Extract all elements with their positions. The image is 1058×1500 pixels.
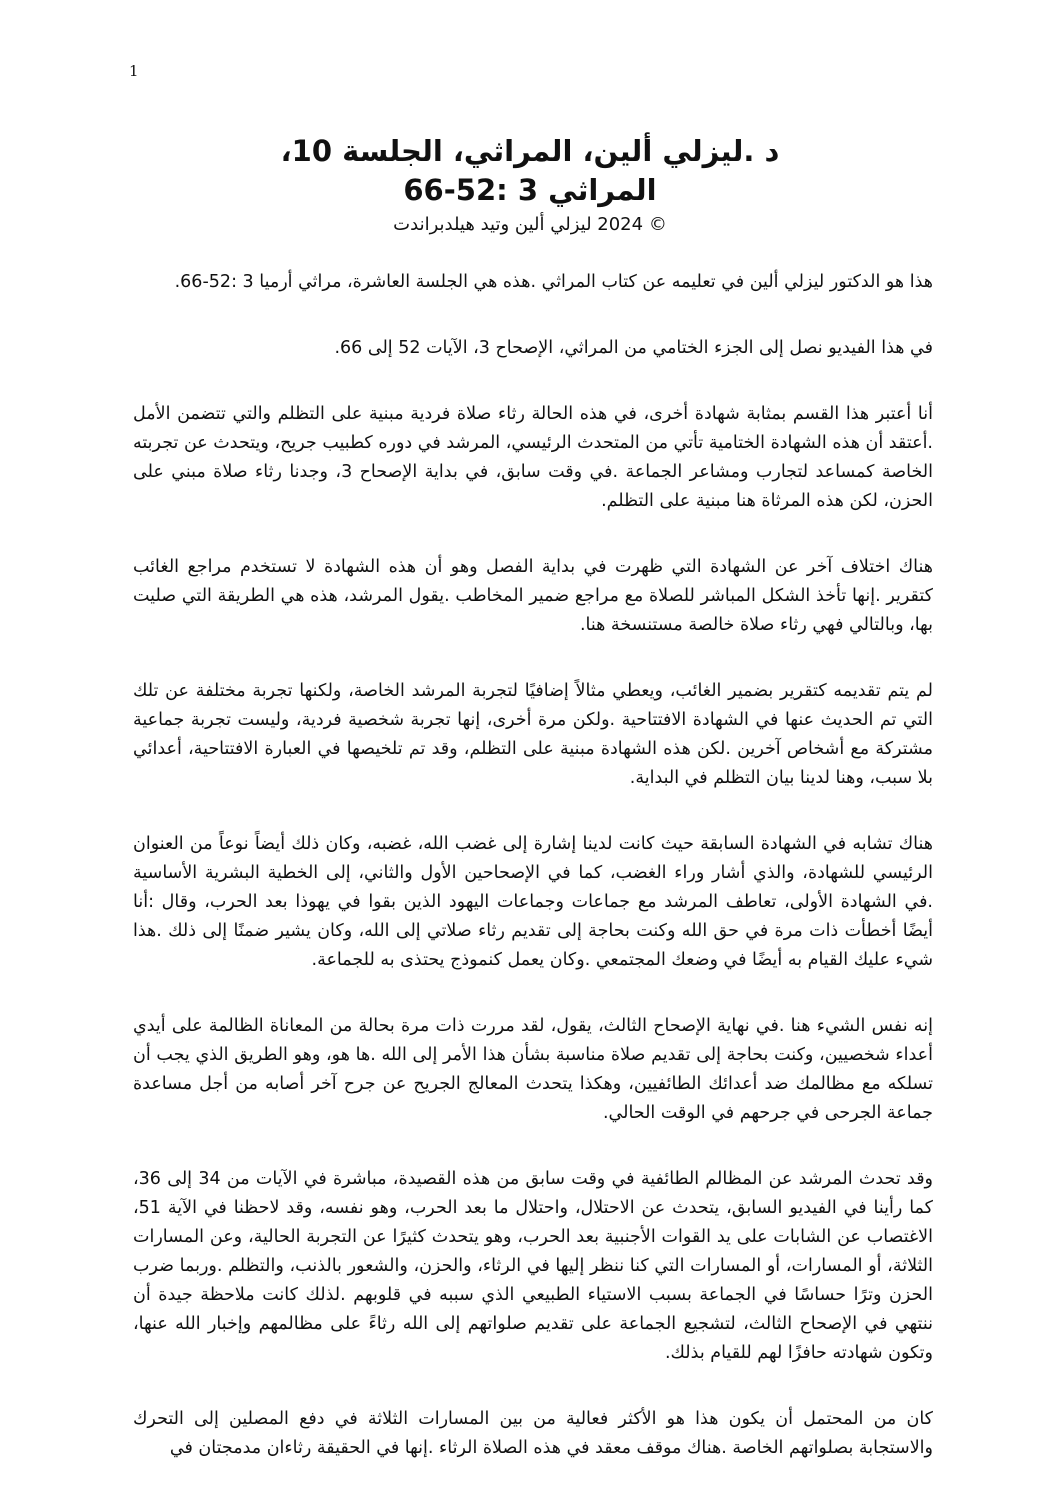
title-line-1: د .ليزلي ألين، المراثي، الجلسة 10، — [280, 134, 780, 168]
paragraph-testimony: أنا أعتبر هذا القسم بمثابة شهادة أخرى، في هذه الحالة رثاء صلاة فردية مبنية على التظلم والتي تتضمن الأمل .أعتقد أن هذه الشهادة الختامية تأتي من المتحدث الرئيسي، المرشد في دوره كطبيب جريح، ويتحدث عن تجربته الخاصة كمساعد لتجارب ومشاعر الجماعة .في وقت سابق، في بداية الإصحاح 3، وجدنا رثاء صلاة مبني على الحزن، لكن هذه المرثاة هنا مبنية على التظلم. — [133, 404, 933, 511]
paragraph-same-thing: إنه نفس الشيء هنا .في نهاية الإصحاح الثالث، يقول، لقد مررت ذات مرة بحالة من المعاناة الظالمة على أيدي أعداء شخصيين، وكنت بحاجة إلى تقديم صلاة مناسبة بشأن هذا الأمر إلى الله .ها هو، وهو الطريق الذي يجب أن تسلكه مع مظالمك ضد أعدائك الطائفيين، وهكذا يتحدث المعالج الجريح عن جرح آخر أصابه من أجل مساعدة جماعة الجرحى في جرحهم في الوقت الحالي. — [133, 1016, 933, 1123]
paragraph-difference: هناك اختلاف آخر عن الشهادة التي ظهرت في بداية الفصل وهو أن هذه الشهادة لا تستخدم مراجع الغائب كتقرير .إنها تأخذ الشكل المباشر للصلاة مع مراجع ضمير المخاطب .يقول المرشد، هذه هي الطريقة التي صليت بها، وبالتالي فهي رثاء صلاة خالصة مستنسخة هنا. — [133, 557, 933, 635]
paragraph-similarity: هناك تشابه في الشهادة السابقة حيث كانت لدينا إشارة إلى غضب الله، غضبه، وكان ذلك أيضاً نوعاً من العنوان الرئيسي للشهادة، والذي أشار وراء الغضب، كما في الإصحاحين الأول والثاني، إلى الخطية البشرية الأساسية .في الشهادة الأولى، تعاطف المرشد مع جماعات وجماعات اليهود الذين بقوا في يهوذا بعد الحرب، وقال :أنا أيضًا أخطأت ذات مرة في حق الله وكنت بحاجة إلى تقديم رثاء صلاتي إلى الله، وكان يشير ضمنًا إلى ذلك .هذا شيء عليك القيام به أيضًا في وضعك المجتمعي .وكان يعمل كنموذج يحتذى به للجماعة. — [133, 834, 933, 970]
copyright-notice: © 2024 ليزلي ألين وتيد هيلدبراندت — [393, 214, 667, 235]
title-line-2: المراثي 3 :52-66 — [403, 173, 657, 207]
paragraph-grievances: وقد تحدث المرشد عن المظالم الطائفية في وقت سابق من هذه القصيدة، مباشرة في الآيات من 34 إلى 36، كما رأينا في الفيديو السابق، يتحدث عن الاحتلال، واحتلال ما بعد الحرب، وهو نفسه، وقد لاحظنا في الآية 51، الاغتصاب عن الشابات على يد القوات الأجنبية بعد الحرب، وهو يتحدث كثيرًا عن التجربة الحالية، وعن المسارات الثلاثة، أو المسارات، أو المسارات التي كنا ننظر إليها في الرثاء، والحزن، والشعور بالذنب، والتظلم .وربما ضرب الحزن وترًا حساسًا في الجماعة بسبب الاستياء الطبيعي الذي سببه في قلوبهم .لذلك كانت ملاحظة جيدة أن ننتهي في الإصحاح الثالث، لتشجيع الجماعة على تقديم صلواتهم إلى الله رثاءً على مظالمهم وإخبار الله عنها، وتكون شهادته حافزًا لهم للقيام بذلك. — [133, 1169, 934, 1363]
page-number: 1 — [129, 62, 139, 80]
paragraph-most-effective: كان من المحتمل أن يكون هذا هو الأكثر فعالية من بين المسارات الثلاثة في دفع المصلين إلى التحرك والاستجابة بصلواتهم الخاصة .هناك موقف معقد في هذه الصلاة الرثاء .إنها في الحقيقة رثاءان مدمجتان في — [133, 1409, 933, 1458]
title-block — [140, 132, 920, 238]
paragraph-video-scope: في هذا الفيديو نصل إلى الجزء الختامي من المراثي، الإصحاح 3، الآيات 52 إلى 66. — [334, 338, 933, 358]
document-body — [133, 268, 933, 1500]
paragraph-intro: هذا هو الدكتور ليزلي ألين في تعليمه عن كتاب المراثي .هذه هي الجلسة العاشرة، مراثي أرميا 3 :52-66. — [174, 272, 933, 292]
paragraph-third-person: لم يتم تقديمه كتقرير بضمير الغائب، ويعطي مثالاً إضافيًا لتجربة المرشد الخاصة، ولكنها تجربة مختلفة عن تلك التي تم الحديث عنها في الشهادة الافتتاحية .ولكن مرة أخرى، إنها تجربة شخصية فردية، وليست تجربة جماعية مشتركة مع أشخاص آخرين .لكن هذه الشهادة مبنية على التظلم، وقد تم تلخيصها في العبارة الافتتاحية، أعدائي بلا سبب، وهنا لدينا بيان التظلم في البداية. — [133, 681, 933, 788]
